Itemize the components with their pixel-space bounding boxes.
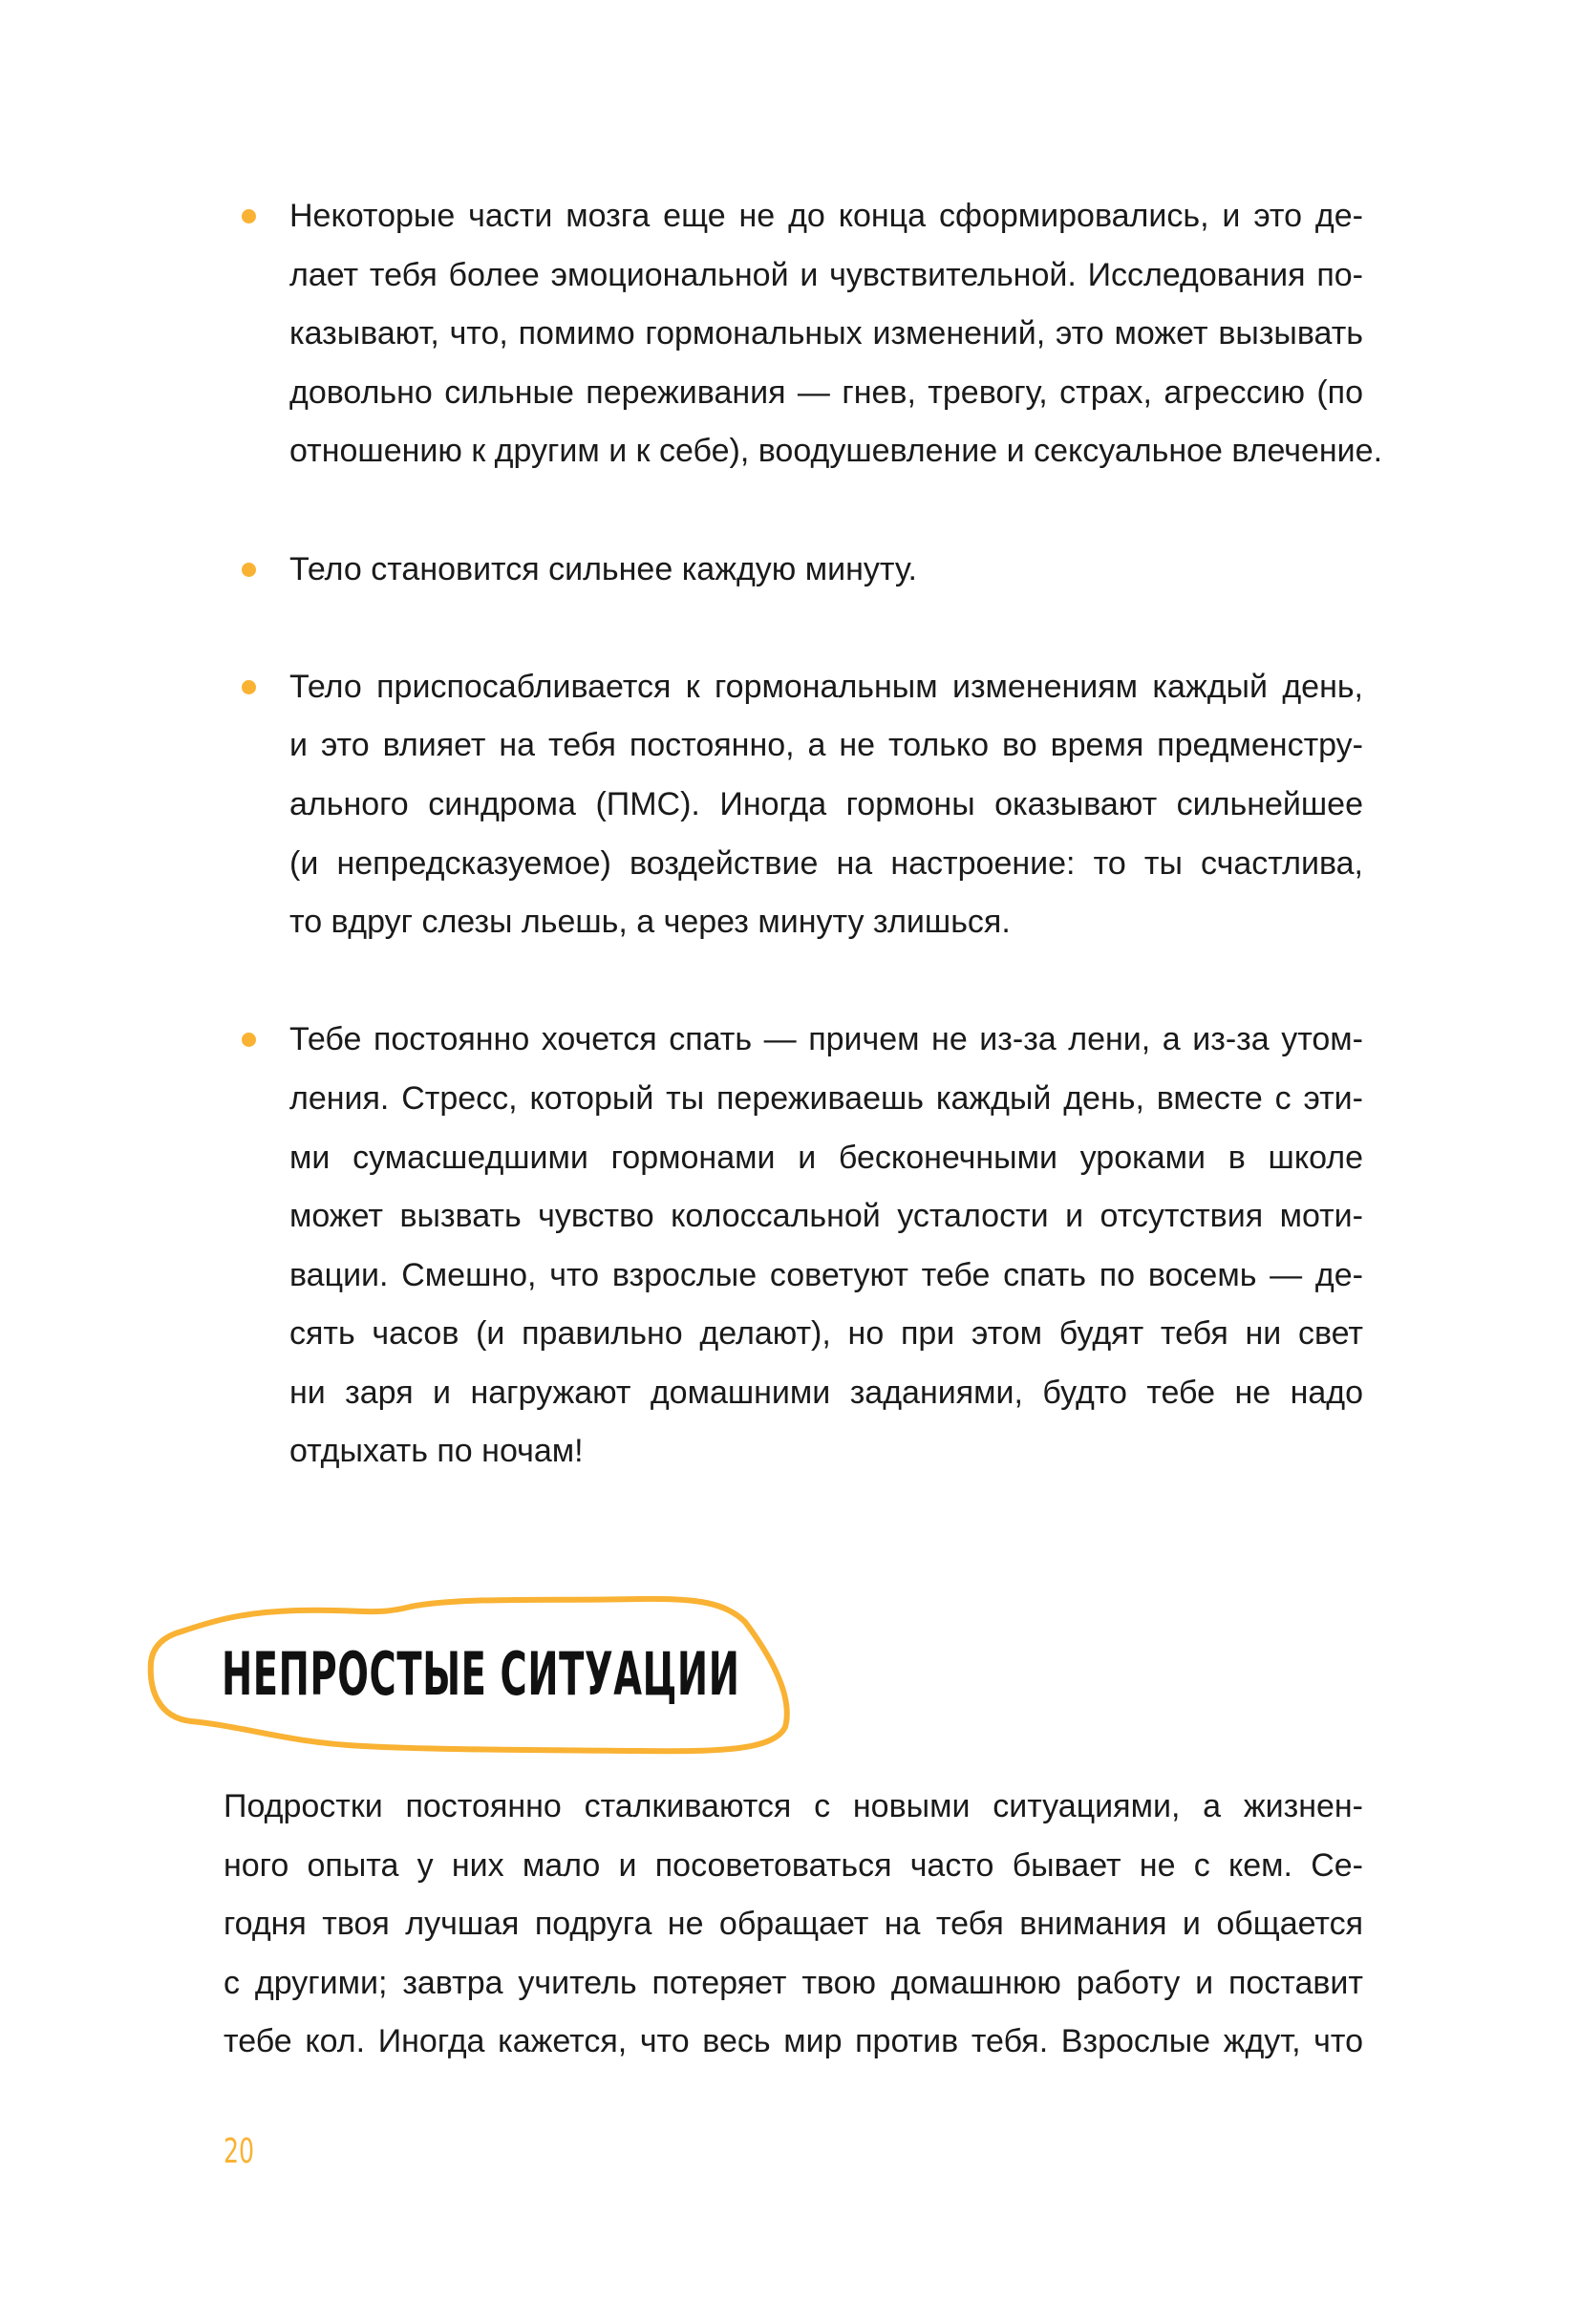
bullet-icon xyxy=(242,1033,256,1047)
bullet-icon xyxy=(242,563,256,577)
page-number: 20 xyxy=(224,2132,255,2171)
section-title: НЕПРОСТЫЕ СИТУАЦИИ xyxy=(222,1639,740,1709)
text-line: ального синдрома (ПМС). Иногда гормоны оказывают сильнейшее xyxy=(289,785,1363,822)
text-line: то вдруг слезы льешь, а через минуту злишься. xyxy=(289,904,1011,941)
list-item xyxy=(224,1011,1363,1482)
text-line: Некоторые части мозга еще не до конца сформировались, и это де- xyxy=(289,198,1363,234)
text-line: тебе кол. Иногда кажется, что весь мир против тебя. Взрослые ждут, что xyxy=(224,2023,1363,2060)
text-line: ного опыта у них мало и посоветоваться часто бывает не с кем. Се- xyxy=(224,1846,1363,1884)
text-line: отношению к другим и к себе), воодушевление и сексуальное влечение. xyxy=(289,433,1383,470)
text-line: Подростки постоянно сталкиваются с новыми ситуациями, а жизнен- xyxy=(224,1788,1363,1824)
text-line: может вызвать чувство колоссальной усталости и отсутствия моти- xyxy=(289,1198,1363,1235)
text-line: с другими; завтра учитель потеряет твою домашнюю работу и поставит xyxy=(224,1964,1363,2001)
text-line: довольно сильные переживания — гнев, тревогу, страх, агрессию (по xyxy=(289,373,1363,411)
text-line: Тело становится сильнее каждую минуту. xyxy=(289,550,917,587)
text-line: лает тебя более эмоциональной и чувствительной. Исследования по- xyxy=(289,256,1363,293)
text-line: ления. Стресс, который ты переживаешь каждый день, вместе с эти- xyxy=(289,1079,1363,1117)
text-line: Тебе постоянно хочется спать — причем не из-за лени, а из-за утом- xyxy=(289,1021,1363,1058)
text-line: ни заря и нагружают домашними заданиями, будто тебе не надо xyxy=(289,1374,1363,1411)
bullet-list xyxy=(224,187,1383,1482)
list-item xyxy=(224,187,1383,481)
text-line: годня твоя лучшая подруга не обращает на тебя внимания и общается xyxy=(224,1906,1363,1943)
text-line: вации. Смешно, что взрослые советуют тебе спать по восемь — де- xyxy=(289,1256,1363,1293)
text-line: и это влияет на тебя постоянно, а не только во время предменстру- xyxy=(289,727,1363,764)
body-paragraph xyxy=(224,1778,1363,2072)
text-line: сять часов (и правильно делают), но при этом будят тебя ни свет xyxy=(289,1315,1363,1353)
bullet-icon xyxy=(242,680,256,694)
section-heading xyxy=(143,1593,812,1756)
text-line: отдыхать по ночам! xyxy=(289,1433,584,1470)
list-item xyxy=(224,658,1363,952)
list-item xyxy=(224,541,1363,600)
text-line: ми сумасшедшими гормонами и бесконечными уроками в школе xyxy=(289,1139,1363,1176)
text-line: Тело приспосабливается к гормональным изменениям каждый день, xyxy=(289,668,1363,705)
text-line: (и непредсказуемое) воздействие на настроение: то ты счастлива, xyxy=(289,844,1363,882)
text-line: казывают, что, помимо гормональных изменений, это может вызывать xyxy=(289,315,1363,352)
bullet-icon xyxy=(242,209,256,224)
